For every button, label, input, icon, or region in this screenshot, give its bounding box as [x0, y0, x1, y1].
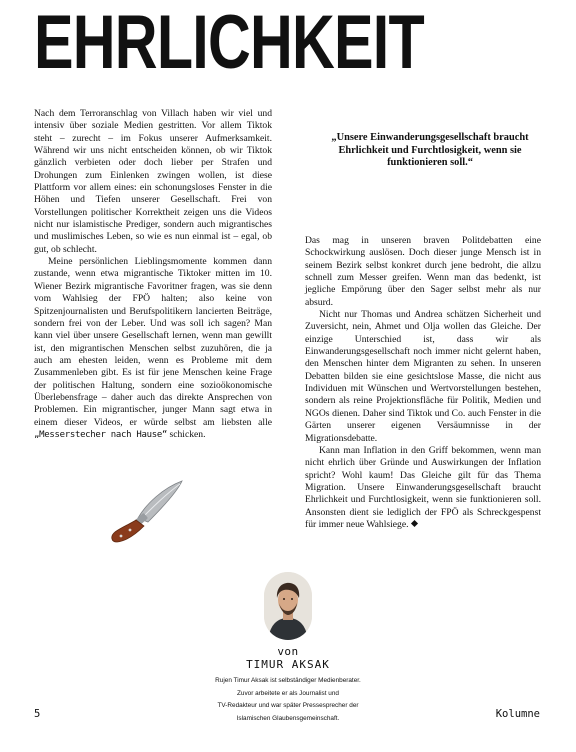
left-paragraph-2-text: Meine persönlichen Lieblingsmomente kommen dann zustande, wenn etwa migrantische Tiktoker mitten im 10. Wiener Bezirk migrantische Favoritner fragen, was sie denn vom Wahlsieg der FPÖ halten; also keine von Spitzenjournalisten und Berufspolitikern lancierten Beiträge, sondern frei von der Leber. Und was soll ich sagen? Man kann viel über unsere Gesellschaft lernen, wenn man gewillt ist, den migrantischen Menschen selbst zuzuhören, die ja auch am ehesten leiden, wenn es Probleme mit dem Zusammenleben gibt. Es ist für jene Menschen keine Frage der politischen Haltung, sondern eine sozioökonomische Überlebensfrage – daher auch das direkte Ansprechen von Problemen. Ein migrantischer, junger Mann sagt etwa in einem dieser Videos, er würde selbst am liebsten alle	[34, 256, 272, 428]
end-mark-icon	[411, 520, 418, 527]
right-paragraph-1: Das mag in unseren braven Politdebatten eine Schockwirkung auslösen. Doch dieser junge Mensch ist in seinem Bezirk selbst konkret durch jene bedroht, die allzu schnell zum Messer greifen. Wenn man das bedenkt, ist jegliche Empörung über den Sager selbst mehr als nur absurd.	[305, 235, 541, 308]
author-bio	[150, 675, 426, 725]
knife-rivet	[120, 535, 123, 538]
left-column	[34, 108, 272, 441]
right-paragraph-3	[305, 445, 541, 531]
author-portrait	[264, 572, 312, 640]
left-paragraph-1: Nach dem Terroranschlag von Villach haben wir viel und intensiv über soziale Medien gestritten. Vor allem Tiktok steht – zurecht – im Fokus unserer Aufmerksamkeit. Während wir uns nicht entscheiden können, ob wir Tiktok gänzlich verbieten oder doch lieber per Strafen und Drohungen zum Einlenken zwingen wollen, ist diese Plattform vor allem eines: ein schonungsloses Fenster in die Höhen und Tiefen unserer Gesellschaft. Frei von Vorstellungen politischer Korrektheit zeigen uns die Videos nicht nur islamistische Prediger, sondern auch migrantisches und muslimisches Leben, so wie es nun einmal ist – egal, ob gut, ob schlecht.	[34, 108, 272, 255]
bio-line: Rujen Timur Aksak ist selbständiger Medienberater.	[215, 677, 361, 684]
byline-prefix: von	[277, 645, 299, 658]
bio-line: Zuvor arbeitete er als Journalist und	[237, 689, 339, 697]
avatar	[264, 572, 312, 640]
section-label: Kolumne	[495, 708, 540, 720]
knife-rivet	[129, 529, 132, 532]
knife-handle	[112, 520, 144, 542]
headline: EHRLICHKEIT	[34, 0, 424, 85]
handwritten-quote: „Messerstecher nach Hause“	[34, 429, 168, 440]
page-number: 5	[34, 708, 41, 720]
right-paragraph-3-text: Kann man Inflation in den Griff bekommen, wenn man nicht ehrlich über Gründe und Auswirkungen der Inflation spricht? Wohl kaum! Das Gleiche gilt für das Thema Migration. Unsere Einwanderungsgesellschaft braucht Ehrlichkeit und Furchtlosigkeit, wenn sie funktionieren soll. Ansonsten dient sie lediglich der FPÖ als Schreckgespenst für immer neue Wahlsiege.	[305, 444, 541, 530]
knife-icon	[108, 478, 186, 544]
right-paragraph-2: Nicht nur Thomas und Andrea schätzen Sicherheit und Zuversicht, nein, Ahmet und Olja wollen das Gleiche. Der einzige Unterschied ist, dass wir als Einwanderungsgesellschaft noch immer nicht gelernt haben, den Menschen hinter dem Migranten zu sehen. In unseren Debatten bilden sie eine gesichtslose Masse, die nicht aus Individuen mit Wünschen und Wertvorstellungen bestehen, sondern als reine Projektionsfläche für Politik, Medien und NGOs dienen. Daher sind Tiktok und Co. auch Fenster in die Gärten unserer eigenen Versäumnisse in der Migrationsdebatte.	[305, 309, 541, 444]
bio-line: Islamischen Glaubensgemeinschaft.	[236, 714, 340, 722]
right-column	[305, 235, 541, 531]
left-paragraph-2	[34, 256, 272, 441]
pull-quote: „Unsere Einwanderungsgesellschaft braucht Ehrlichkeit und Furchtlosigkeit, wenn sie funktionieren soll.“	[331, 132, 529, 169]
bio-line: TV-Redakteur und war später Pressesprecher der	[217, 702, 359, 710]
closing-words: schicken.	[169, 428, 206, 440]
author-name: TIMUR AKSAK	[246, 658, 330, 671]
